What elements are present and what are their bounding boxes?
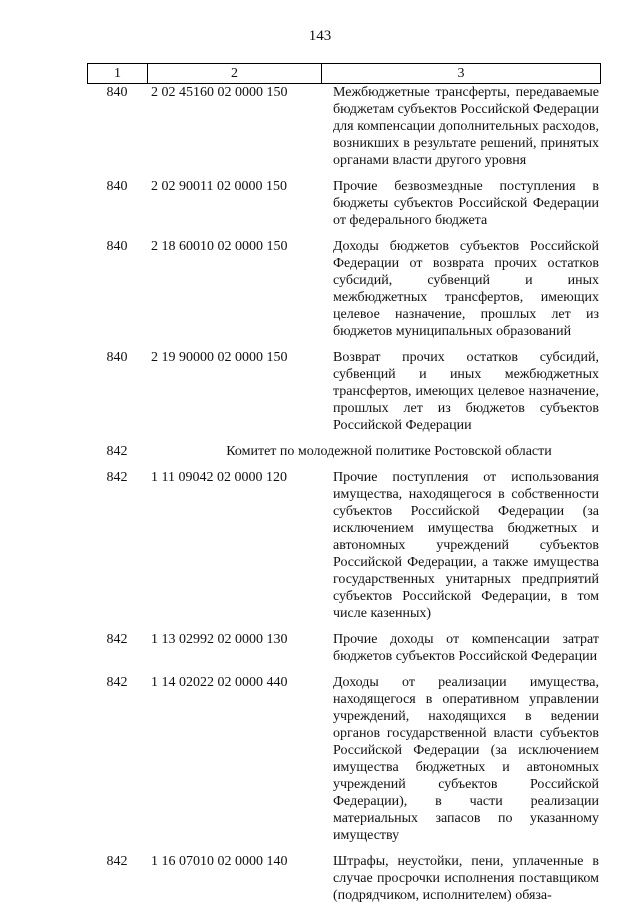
admin-code: 842 xyxy=(106,632,128,647)
admin-code: 842 xyxy=(106,470,128,485)
admin-code: 842 xyxy=(106,675,128,690)
department-name: Комитет по молодежной политике Ростовской области xyxy=(226,444,552,459)
header-col-1: 1 xyxy=(88,64,148,84)
table-row xyxy=(87,631,601,665)
table-row xyxy=(87,349,601,434)
income-code: 2 18 60010 02 0000 150 xyxy=(151,239,288,254)
income-code: 2 02 45160 02 0000 150 xyxy=(151,85,288,100)
income-code: 1 16 07010 02 0000 140 xyxy=(151,854,288,869)
header-col-2: 2 xyxy=(148,64,322,84)
header-col-3: 3 xyxy=(322,64,601,84)
income-name: Прочие безвозмездные поступления в бюджеты субъектов Российской Федерации от федерального бюджета xyxy=(333,179,599,228)
department-admin-code: 842 xyxy=(106,444,128,459)
table-row xyxy=(87,178,601,229)
income-name: Доходы от реализации имущества, находящегося в оперативном управлении учреждений, находящихся в ведении органов государственной власти субъектов Российской Федерации (за исключением имущества бюджетных и автономных учреждений субъектов Российской Федерации), в части реализации материальных запасов по указанному имуществу xyxy=(333,675,599,843)
admin-code: 840 xyxy=(106,350,128,365)
income-code: 2 19 90000 02 0000 150 xyxy=(151,350,288,365)
table-row xyxy=(87,238,601,340)
page-number: 143 xyxy=(308,28,332,44)
table-row xyxy=(87,84,601,169)
income-name: Прочие доходы от компенсации затрат бюджетов субъектов Российской Федерации xyxy=(333,632,599,664)
income-name: Штрафы, неустойки, пени, уплаченные в случае просрочки исполнения поставщиком (подрядчиком, исполнителем) обяза- xyxy=(333,854,599,903)
income-code: 2 02 90011 02 0000 150 xyxy=(151,179,287,194)
department-row xyxy=(87,443,601,460)
income-name: Доходы бюджетов субъектов Российской Федерации от возврата прочих остатков субсидий, субвенций и иных межбюджетных трансфертов, имеющих целевое назначение, прошлых лет из бюджетов муниципальных образований xyxy=(333,239,599,339)
table-body xyxy=(87,84,601,913)
income-name: Прочие поступления от использования имущества, находящегося в собственности субъектов Российской Федерации (за исключением имущества бюджетных и автономных учреждений субъектов Российской Федерации, а также имущества государственных унитарных предприятий субъектов Российской Федерации, в том числе казенных) xyxy=(333,470,599,621)
admin-code: 840 xyxy=(106,179,128,194)
admin-code: 842 xyxy=(106,854,128,869)
table-header xyxy=(87,63,601,84)
income-code: 1 14 02022 02 0000 440 xyxy=(151,675,288,690)
income-code: 1 13 02992 02 0000 130 xyxy=(151,632,288,647)
table-row xyxy=(87,853,601,904)
admin-code: 840 xyxy=(106,239,128,254)
table-row xyxy=(87,469,601,622)
income-code: 1 11 09042 02 0000 120 xyxy=(151,470,287,485)
income-name: Возврат прочих остатков субсидий, субвенций и иных межбюджетных трансфертов, имеющих целевое назначение, прошлых лет из бюджетов субъектов Российской Федерации xyxy=(333,350,599,433)
income-name: Межбюджетные трансферты, передаваемые бюджетам субъектов Российской Федерации для компенсации дополнительных расходов, возникших в результате решений, принятых органами власти другого уровня xyxy=(333,85,599,168)
admin-code: 840 xyxy=(106,85,128,100)
table-row xyxy=(87,674,601,844)
